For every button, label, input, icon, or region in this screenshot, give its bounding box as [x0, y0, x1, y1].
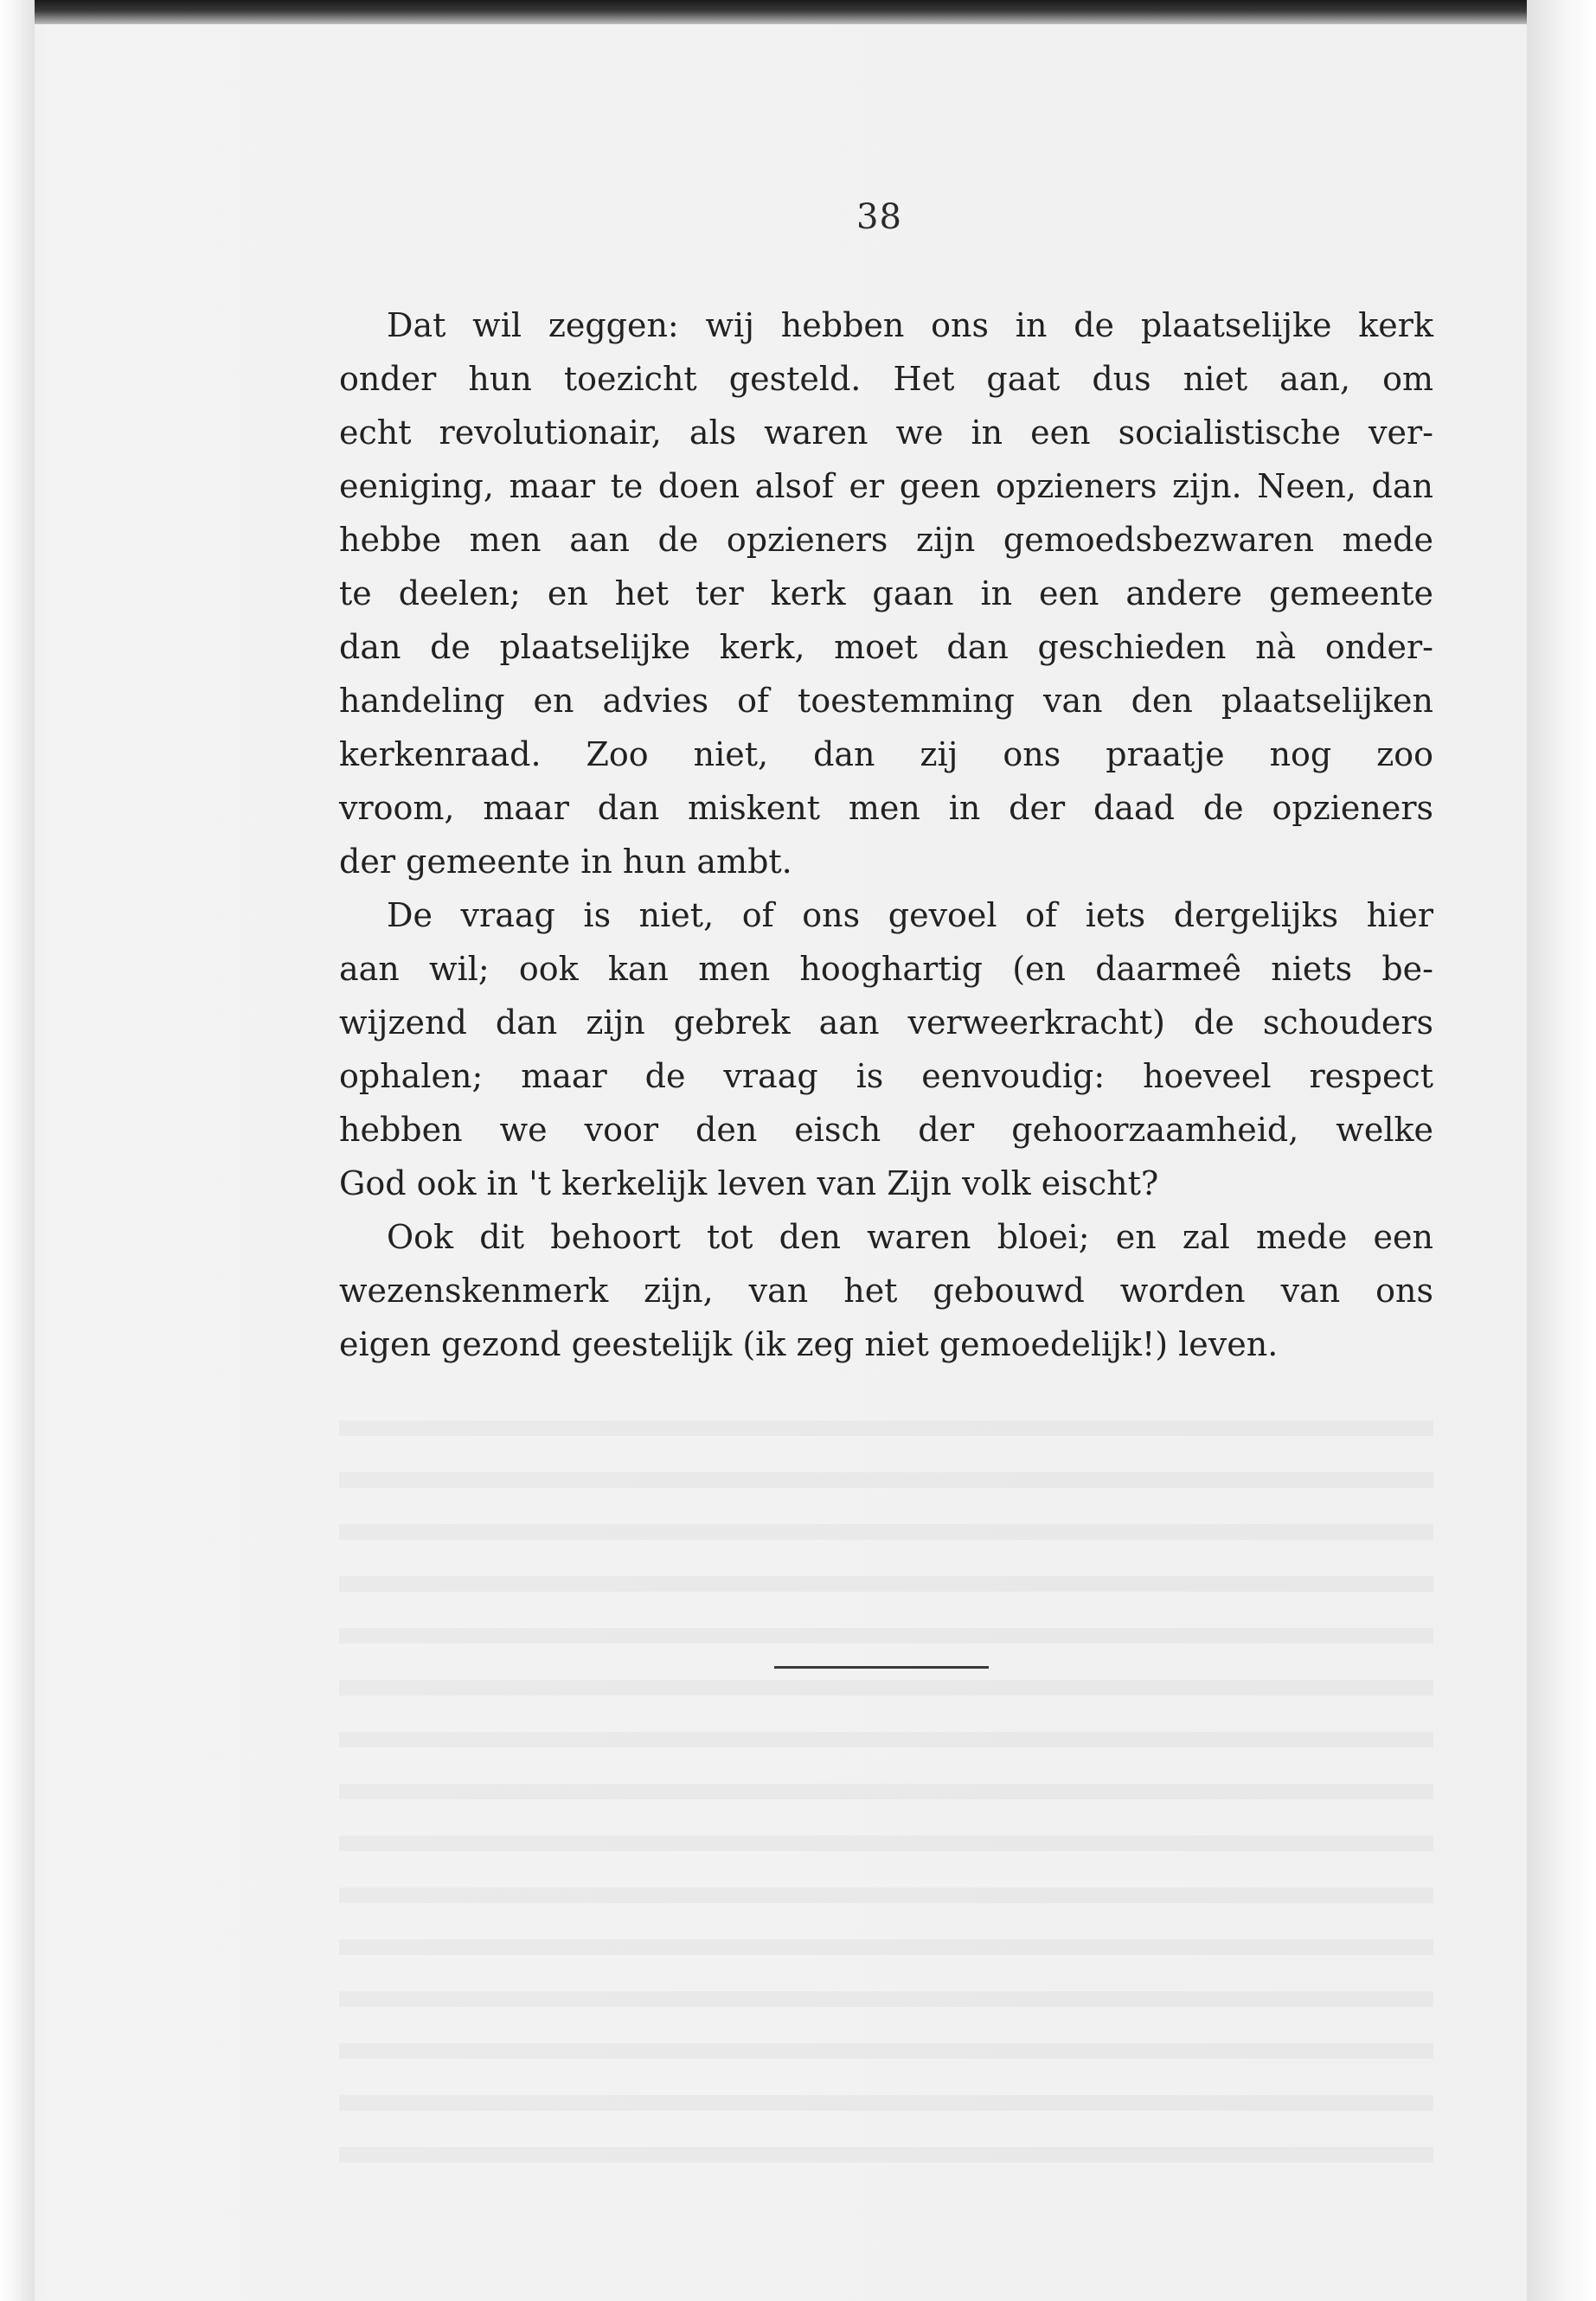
text-line: der gemeente in hun ambt. — [339, 843, 792, 881]
text-line: onder hun toezicht gesteld. Het gaat dus niet aan, om — [339, 360, 1433, 398]
text-line: hebben we voor den eisch der gehoorzaamheid, welke — [339, 1111, 1433, 1149]
paragraph-3 — [339, 1210, 1433, 1371]
text-line: Ook dit behoort tot den waren bloei; en zal mede een — [387, 1218, 1433, 1256]
scan-left-edge — [0, 0, 35, 2301]
text-line: handeling en advies of toestemming van den plaatselijken — [339, 682, 1433, 720]
body-text — [339, 298, 1433, 1371]
scan-right-edge — [1527, 0, 1596, 2301]
section-separator-rule — [774, 1666, 989, 1669]
scan-top-edge — [0, 0, 1596, 24]
paragraph-1 — [339, 298, 1433, 888]
text-line: De vraag is niet, of ons gevoel of iets dergelijks hier — [387, 896, 1433, 934]
text-line: God ook in 't kerkelijk leven van Zijn volk eischt? — [339, 1164, 1159, 1202]
bleed-through-shadow — [339, 1384, 1433, 2163]
text-line: vroom, maar dan miskent men in der daad de opzieners — [339, 789, 1433, 827]
text-line: Dat wil zeggen: wij hebben ons in de plaatselijke kerk — [387, 306, 1433, 344]
text-line: te deelen; en het ter kerk gaan in een andere gemeente — [339, 574, 1433, 612]
text-line: wezenskenmerk zijn, van het gebouwd worden van ons — [339, 1272, 1433, 1310]
text-line: aan wil; ook kan men hooghartig (en daarmeê niets be- — [339, 950, 1433, 988]
text-line: kerkenraad. Zoo niet, dan zij ons praatje nog zoo — [339, 735, 1433, 773]
text-line: dan de plaatselijke kerk, moet dan geschieden nà onder- — [339, 628, 1433, 666]
text-line: eigen gezond geestelijk (ik zeg niet gemoedelijk!) leven. — [339, 1325, 1279, 1363]
page-number: 38 — [856, 197, 902, 237]
text-line: hebbe men aan de opzieners zijn gemoedsbezwaren mede — [339, 521, 1433, 559]
text-line: eeniging, maar te doen alsof er geen opzieners zijn. Neen, dan — [339, 467, 1433, 505]
paragraph-2 — [339, 888, 1433, 1210]
text-line: echt revolutionair, als waren we in een socialistische ver- — [339, 413, 1433, 452]
text-line: ophalen; maar de vraag is eenvoudig: hoeveel respect — [339, 1057, 1433, 1095]
text-line: wijzend dan zijn gebrek aan verweerkracht) de schouders — [339, 1003, 1433, 1042]
